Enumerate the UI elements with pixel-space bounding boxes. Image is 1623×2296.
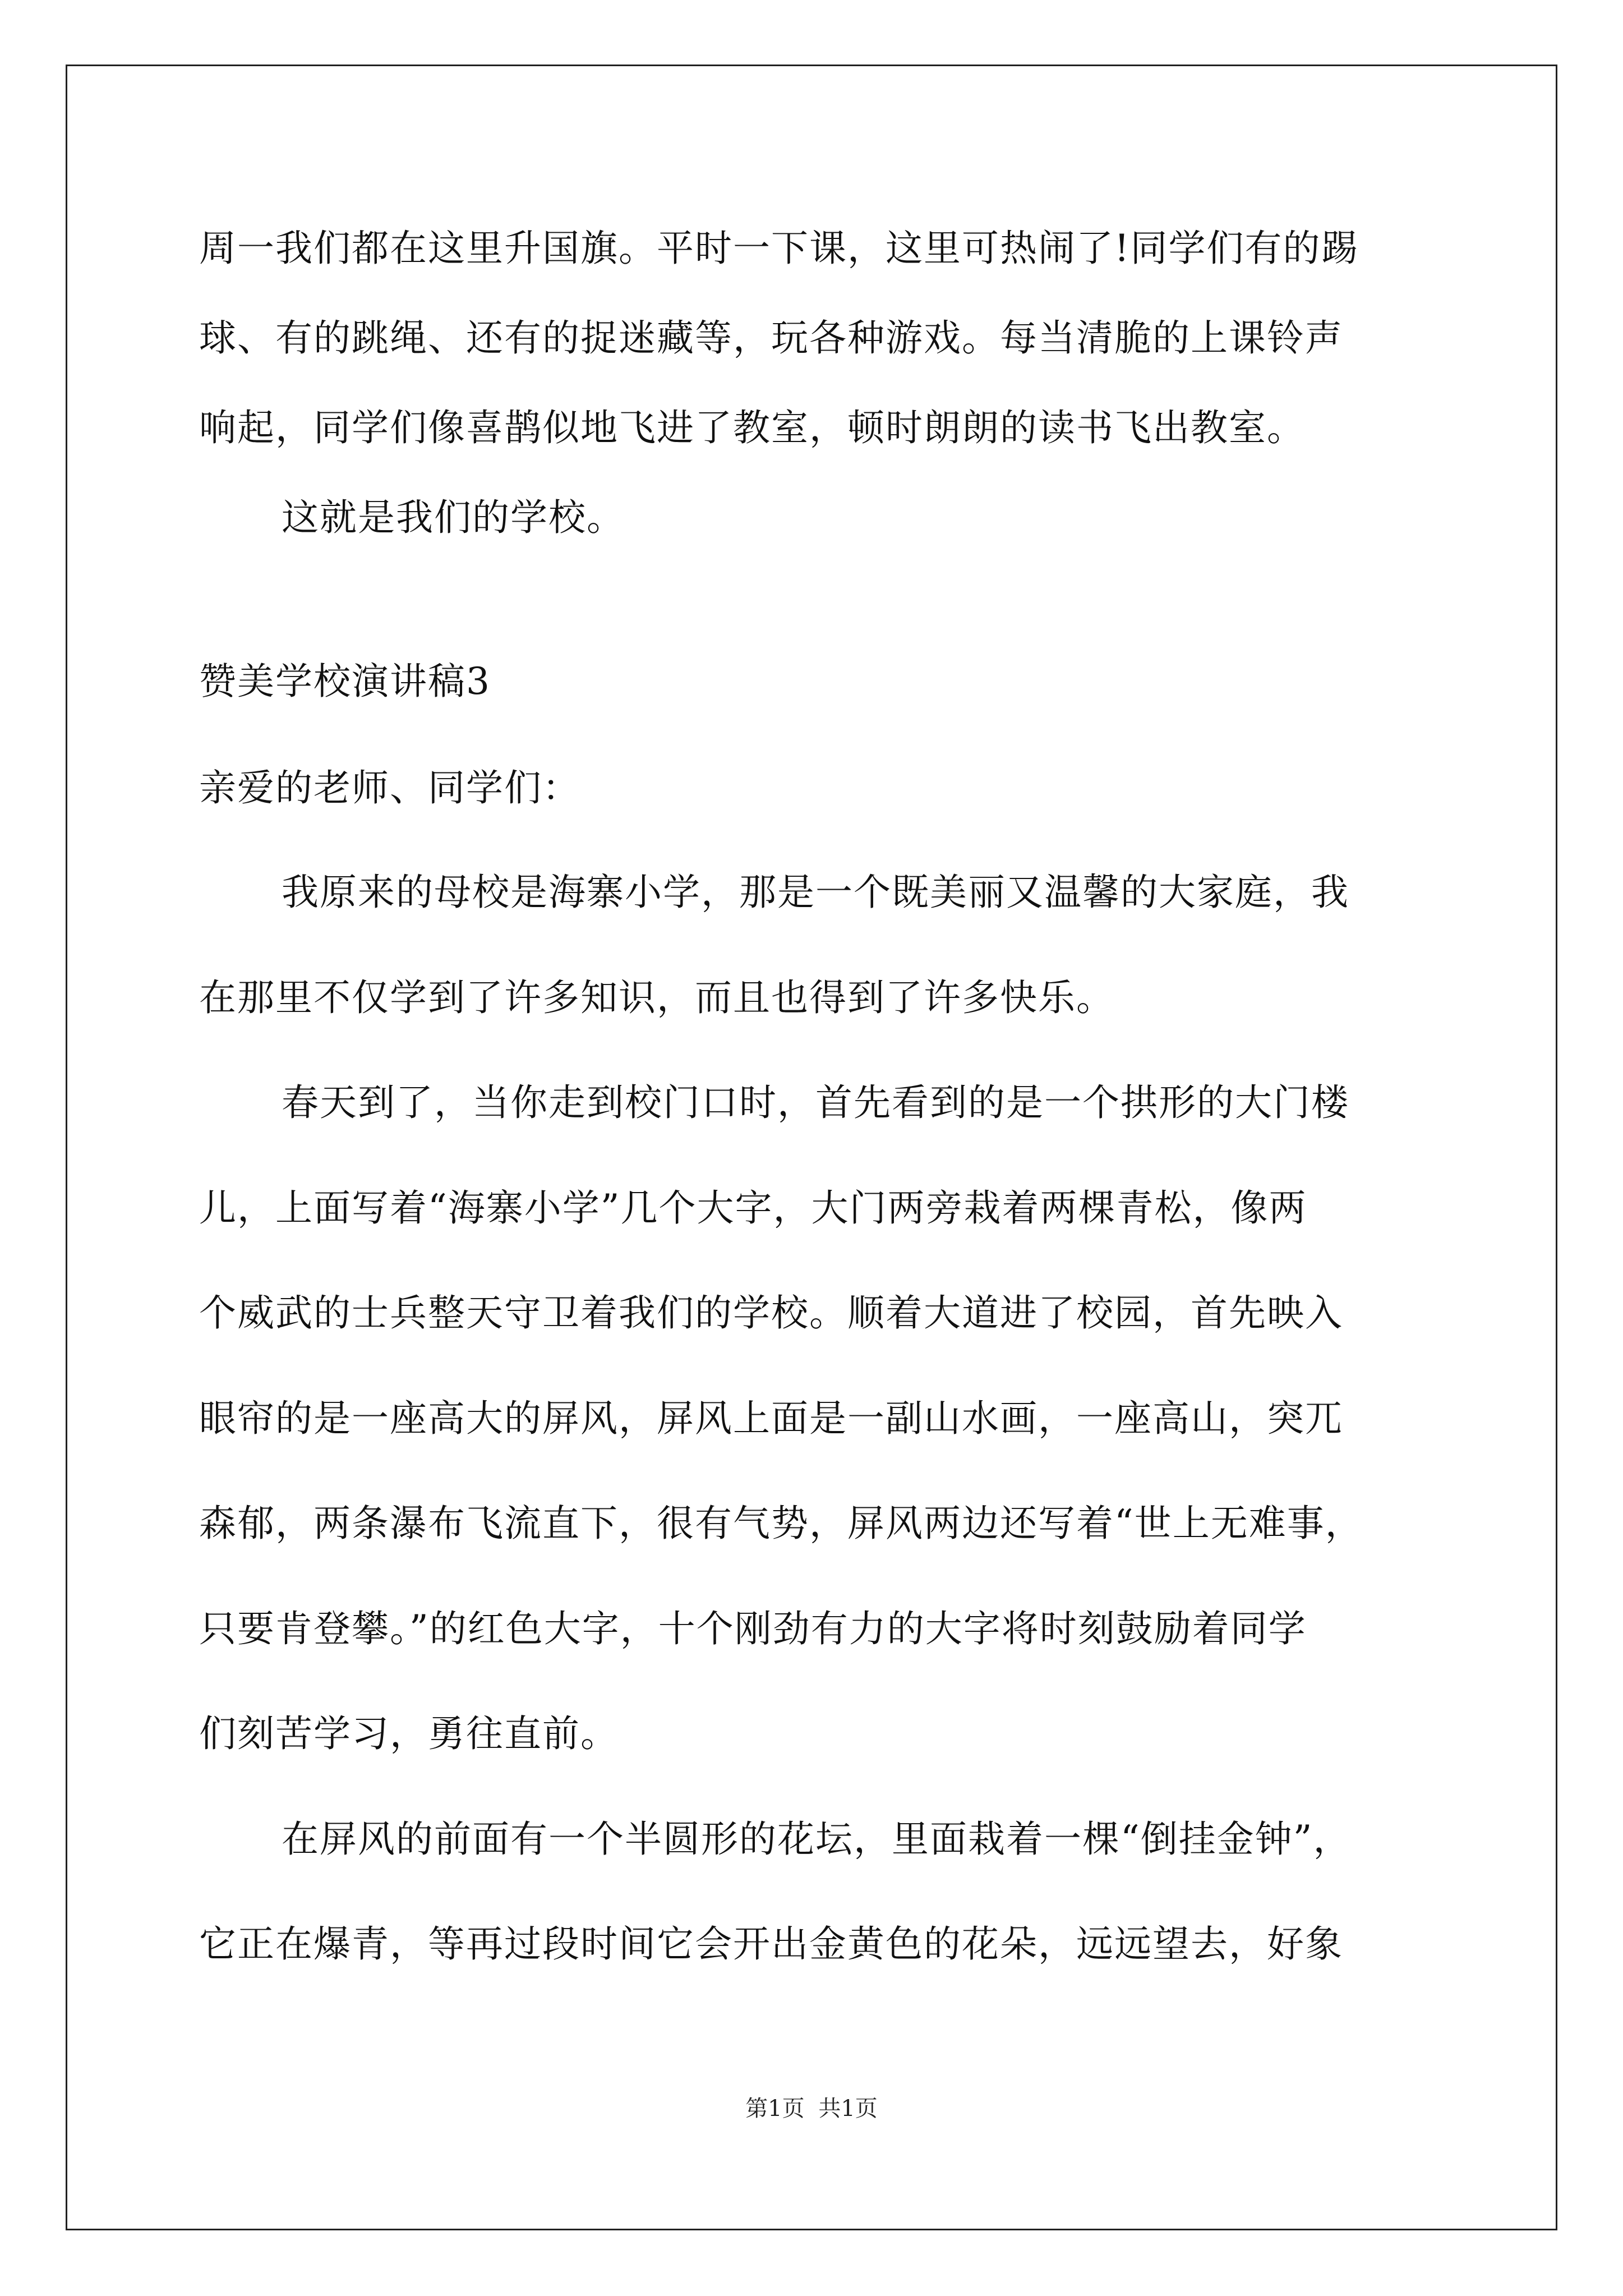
text-line: 森郁，两条瀑布飞流直下，很有气势，屏风两边还写着“世上无难事， — [199, 1502, 1363, 1545]
page-total: 共1页 — [818, 2096, 878, 2122]
salutation: 亲爱的老师、同学们： — [199, 766, 580, 809]
text-line: 我原来的母校是海寨小学，那是一个既美丽又温馨的大家庭，我 — [282, 871, 1349, 914]
page-border — [66, 65, 1557, 2230]
text-line: 在那里不仅学到了许多知识，而且也得到了许多快乐。 — [199, 976, 1114, 1019]
text-line: 在屏风的前面有一个半圆形的花坛，里面栽着一棵“倒挂金钟”， — [282, 1818, 1352, 1861]
text-line: 这就是我们的学校。 — [282, 496, 625, 539]
text-line: 只要肯登攀。”的红色大字，十个刚劲有力的大字将时刻鼓励着同学 — [199, 1607, 1307, 1650]
text-line: 响起，同学们像喜鹊似地飞进了教室，顿时朗朗的读书飞出教室。 — [199, 406, 1305, 449]
text-line: 它正在爆青，等再过段时间它会开出金黄色的花朵，远远望去，好象 — [199, 1922, 1343, 1966]
text-line: 们刻苦学习，勇往直前。 — [199, 1712, 619, 1755]
page-footer — [0, 2097, 1623, 2120]
text-line: 周一我们都在这里升国旗。平时一下课，这里可热闹了!同学们有的踢 — [199, 227, 1359, 270]
text-line: 球、有的跳绳、还有的捉迷藏等，玩各种游戏。每当清脆的上课铃声 — [199, 316, 1343, 360]
page-number: 第1页 — [745, 2096, 805, 2122]
text-line: 春天到了，当你走到校门口时，首先看到的是一个拱形的大门楼 — [282, 1081, 1349, 1124]
section-heading: 赞美学校演讲稿3 — [199, 660, 491, 703]
text-line: 儿，上面写着“海寨小学”几个大字，大门两旁栽着两棵青松，像两 — [199, 1186, 1307, 1230]
text-line: 个威武的士兵整天守卫着我们的学校。顺着大道进了校园，首先映入 — [199, 1291, 1343, 1335]
text-line: 眼帘的是一座高大的屏风，屏风上面是一副山水画，一座高山，突兀 — [199, 1397, 1343, 1440]
